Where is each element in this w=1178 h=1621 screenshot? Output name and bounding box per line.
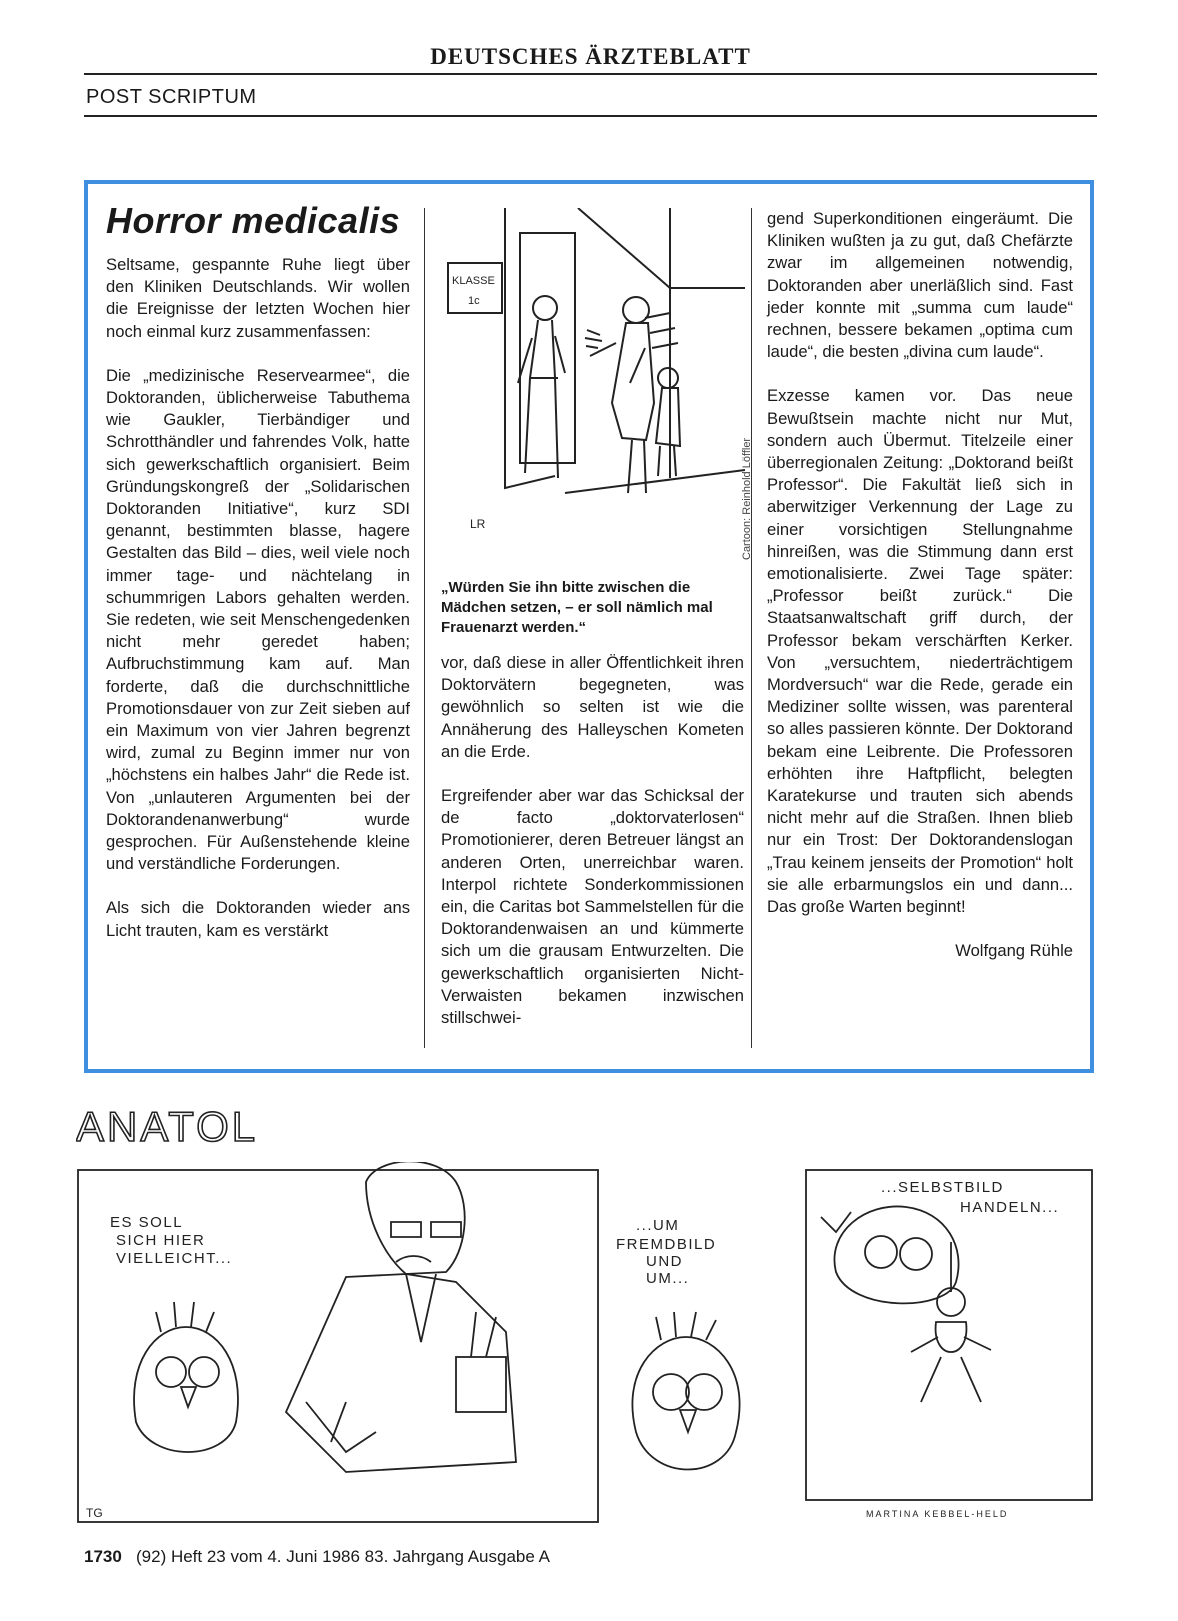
class-sign-number: 1c <box>468 295 480 307</box>
panel1-text: ES SOLL <box>110 1214 184 1231</box>
article-column-2 <box>441 652 744 1029</box>
column-divider <box>751 208 752 1048</box>
paragraph: gend Superkonditionen eingeräumt. Die Kliniken wußten ja zu gut, daß Chefärzte zwar im allgemeinen notwendig, Doktoranden aber unerläßlich sind. Fast jeder konnte mit „summa cum laude“ rechnen, bessere bekamen „optima cum laude“, die besten „divina cum laude“. <box>767 209 1073 362</box>
paragraph: Die „medizinische Reservearmee“, die Doktoranden, üblicherweise Tabuthema wie Gaukler, Tierbändiger und Schrotthändler und fahrendes Volk, hatte sich gewerkschaftlich organisiert. Beim Gründungskongreß der „Solidarischen Doktoranden Initiative“, kurz SDI genannt, bestimmten blasse, hagere Gestalten das Bild – dies, weil viele noch immer tage- und nächtelang in schummrigen Labors gehalten werden. Sie redeten, wie seit Menschengedenken nicht mehr geredet haben; Aufbruchstimmung kam auf. Man forderte, daß die durchschnittliche Promotionsdauer von zur Zeit sieben auf ein Maximum von vier Jahren begrenzt wird, zumal zu Beginn immer nur von „höchstens ein halbes Jahr“ die Rede ist. Von „unlauteren Argumenten bei der Doktorandenanwerbung“ wurde gesprochen. Für Außenstehende kleine und verständliche Forderungen. <box>106 365 410 874</box>
page-footer <box>84 1547 550 1567</box>
page-number: 1730 <box>84 1547 122 1566</box>
article-column-3 <box>767 208 1073 963</box>
paragraph: Als sich die Doktoranden wieder ans Licht trauten, kam es verstärkt <box>106 898 410 940</box>
comic-panel-3 <box>806 1170 1092 1500</box>
article-column-1 <box>106 254 410 942</box>
masthead: DEUTSCHES ÄRZTEBLATT <box>430 44 751 69</box>
paragraph: Exzesse kamen vor. Das neue Bewußtsein machte nicht nur Mut, sondern auch Übermut. Titelzeile einer überregionalen Zeitung: „Doktorand beißt Professor“. Die Fakultät ließ sich in aberwitziger Verkennung der Lage zu einer vorsichtigen Stellungnahme hinreißen, was die Stimmung dann erst emotionalisierte. Zwei Tage später: „Professor beißt zurück.“ Die Staatsanwaltschaft griff durch, der Professor bekam verschärften Kerker. Von „versuchtem, niederträchtigem Mordversuch“ war die Rede, gerade ein Mediziner sollte wissen, was parenteral so alles passieren könnte. Der Doktorand bekam eine Leibrente. Die Professoren erhöhten ihre Haftpflicht, belegten Karatekurse und trauten sich abends nicht mehr auf die Straßen. Ihnen blieb nur ein Trost: Der Doktorandenslogan „Trau keinem jenseits der Promotion“ holt sie alle erbarmungslos ein und dann... Das große Warten beginnt! <box>767 386 1073 917</box>
article-author: Wolfgang Rühle <box>955 941 1073 961</box>
issue-info: (92) Heft 23 vom 4. Juni 1986 83. Jahrgang Ausgabe A <box>136 1547 550 1566</box>
cartoon-credit: Cartoon: Reinhold Löffler <box>741 437 753 560</box>
section-rule <box>84 115 1097 117</box>
comic-title-text: ANATOL <box>76 1103 259 1147</box>
classroom-cartoon <box>440 208 745 568</box>
comic-title <box>76 1103 316 1147</box>
paragraph: Ergreifender aber war das Schicksal der de facto „doktorvaterlosen“ Promotionierer, deren Betreuer längst an anderen Orten, unerreichbar waren. Interpol richtete Sonderkommissionen ein, die Caritas bot Sammelstellen für die Doktorandenwaisen an und kümmerte sich um die grausam Entwurzelten. Die gewerkschaftlich organisierten Nicht-Verwaisten bekamen inzwischen stillschwei- <box>441 786 744 1028</box>
column-divider <box>424 208 425 1048</box>
panel1-signature: TG <box>86 1506 103 1520</box>
panel1-text: VIELLEICHT... <box>116 1250 233 1267</box>
panel3-text: ...SELBSTBILD <box>881 1179 1004 1196</box>
header-rule <box>84 73 1097 75</box>
section-label: POST SCRIPTUM <box>86 86 257 108</box>
panel2-text: FREMDBILD <box>616 1236 717 1253</box>
class-sign-text: KLASSE <box>452 275 495 287</box>
article-title: Horror medicalis <box>106 200 401 241</box>
panel3-text: HANDELN... <box>960 1199 1060 1216</box>
panel2-text: UM... <box>646 1270 690 1287</box>
panel1-text: SICH HIER <box>116 1232 206 1249</box>
cartoon-caption: „Würden Sie ihn bitte zwischen die Mädchen setzen, – er soll nämlich mal Frauenarzt werden.“ <box>441 579 713 636</box>
cartoon-initials: LR <box>470 517 486 531</box>
paragraph: Seltsame, gespannte Ruhe liegt über den Kliniken Deutschlands. Wir wollen die Ereignisse der letzten Wochen hier noch einmal kurz zusammenfassen: <box>106 255 410 341</box>
panel2-text: UND <box>646 1253 683 1270</box>
paragraph: vor, daß diese in aller Öffentlichkeit ihren Doktorvätern begegneten, was gewöhnlich so selten ist wie die Annäherung des Halleyschen Kometen an die Erde. <box>441 653 744 761</box>
comic-artist: MARTINA KEBBEL-HELD <box>866 1509 1009 1519</box>
comic-strip <box>76 1162 1096 1527</box>
panel2-text: ...UM <box>636 1217 680 1234</box>
